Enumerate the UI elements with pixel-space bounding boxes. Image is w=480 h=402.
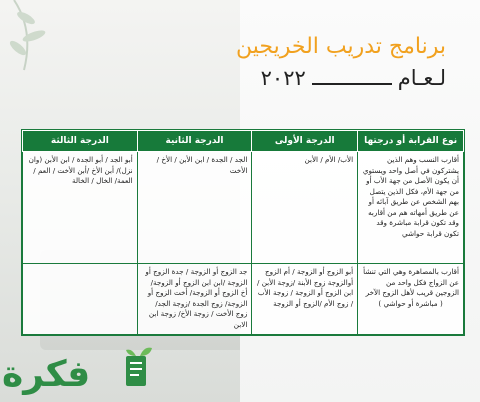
table-row [23,264,464,335]
header-third-degree: الدرجة الثالثة [23,131,138,152]
cell-kinship-type-note: ( مباشرة أو حواشي ) [378,298,443,308]
notebook-leaf-icon [120,346,154,392]
cell-first-degree: الأب/ الأم / الأبن [252,152,358,264]
cell-first-degree: أبو الزوج أو الزوجة / أم الزوج أوالزوجة زوج الأبنة /زوجة الأبن /ابن الزوج أو الزوجة / زوجة الأب / زوج الأم /الزوج أو الزوجة [252,264,358,335]
page-title: برنامج تدريب الخريجين [236,34,446,59]
plant-decoration [4,0,74,80]
header-kinship-type: نوع القرابة أو درجتها [358,131,464,152]
header-second-degree: الدرجة الثانية [137,131,252,152]
table-header-row [23,131,464,152]
header-first-degree: الدرجة الأولى [252,131,358,152]
year-prefix: لـعـام [397,66,446,90]
cell-third-degree [23,264,138,335]
cell-kinship-type: أقارب النسب وهم الذين يشتركون في أصل واحد ويستوي أن يكون الأصل من جهة الأب أو من جهة الأم، فكل الذين يتصل بهم الشخص عن طريق آبائه أو عن طريق أمهاته هم من أقاربه وقد تكون قرابة مباشرة وقد تكون قرابة حواشي [358,152,464,264]
kinship-table [21,129,465,336]
logo-text: فكرة [2,353,91,395]
cell-third-degree: أبو الجد / أبو الجدة / ابن الأبن (وان نزل)/ أبن الأخ /أبن الأخت / العم / العمة/ الخال / الخالة [23,152,138,264]
cell-second-degree: جد الزوج أو الزوجة / جدة الزوج أو الزوجة /ابن ابن الزوج أو الزوجة/ أخ الزوج أو الزوجة/ أخت الزوج أو الزوجة/ زوج الجدة /زوجة الجد/ زوج الأخت / زوجة الأخ/ زوجة ابن الابن [137,264,252,335]
cell-kinship-type [358,264,464,335]
cell-kinship-type-text: أقارب بالمصاهرة وهي التي تنشأ عن الزواج فكل واحد من الزوجين قريب لأهل الزوج الآخر [363,267,459,297]
site-logo [2,346,152,402]
year-value: ٢٠٢٢ [260,66,306,90]
cell-second-degree: الجد / الجدة / ابن الأبن / الأخ / الأخت [137,152,252,264]
page-subtitle [261,66,446,90]
table-row [23,152,464,264]
kinship-table-grid [22,130,464,335]
title-underline [312,83,392,85]
